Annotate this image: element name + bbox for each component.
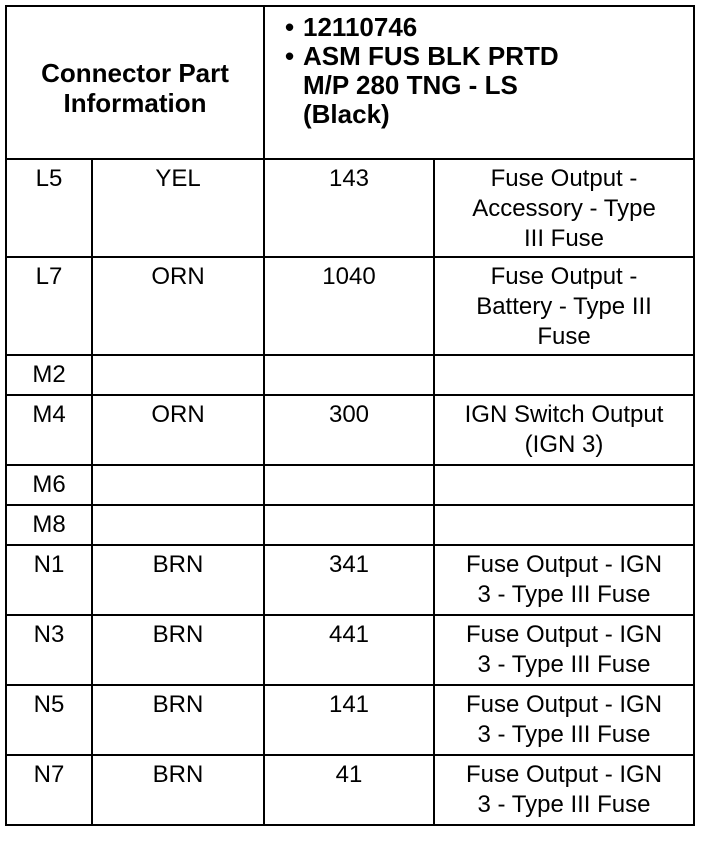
table-row: [6, 395, 694, 465]
pin-cell: M2: [6, 355, 92, 395]
bullet-icon: •: [285, 41, 295, 71]
function-cell: [434, 755, 694, 825]
wire-color-cell: BRN: [92, 545, 264, 615]
function-cell: [434, 257, 694, 355]
wire-color-cell: [92, 505, 264, 545]
wire-color-cell: ORN: [92, 257, 264, 355]
pin-cell: L5: [6, 159, 92, 257]
heading-line-2: Information: [63, 87, 207, 118]
wire-color-cell: ORN: [92, 395, 264, 465]
bullet-icon: •: [285, 12, 295, 42]
table-row: [6, 755, 694, 825]
description-line-3: (Black): [303, 99, 390, 129]
circuit-cell: 341: [264, 545, 434, 615]
circuit-cell: 141: [264, 685, 434, 755]
pin-cell: M4: [6, 395, 92, 465]
circuit-cell: [264, 505, 434, 545]
table-row: [6, 159, 694, 257]
connector-table: [5, 5, 695, 826]
function-line: Fuse Output - IGN: [465, 621, 663, 648]
pin-cell: N3: [6, 615, 92, 685]
circuit-cell: 41: [264, 755, 434, 825]
circuit-cell: [264, 465, 434, 505]
circuit-cell: 143: [264, 159, 434, 257]
description-line-1: [285, 41, 685, 71]
part-number-line: [285, 12, 685, 42]
pin-cell: N5: [6, 685, 92, 755]
wire-color-cell: BRN: [92, 685, 264, 755]
function-cell: [434, 355, 694, 395]
pin-cell: N1: [6, 545, 92, 615]
function-line: Fuse Output -: [490, 165, 638, 192]
function-cell: [434, 545, 694, 615]
function-cell: [434, 615, 694, 685]
circuit-cell: 300: [264, 395, 434, 465]
pin-cell: M8: [6, 505, 92, 545]
connector-info-heading: [6, 6, 264, 159]
heading-line-1: Connector Part: [41, 57, 229, 88]
pin-cell: M6: [6, 465, 92, 505]
wire-color-cell: [92, 355, 264, 395]
description-line-2: M/P 280 TNG - LS: [303, 70, 518, 100]
function-cell: [434, 505, 694, 545]
function-line: 3 - Type III Fuse: [477, 581, 651, 608]
function-line: Fuse Output - IGN: [465, 761, 663, 788]
function-cell: [434, 395, 694, 465]
function-line: 3 - Type III Fuse: [477, 651, 651, 678]
table-row: [6, 615, 694, 685]
function-line: IGN Switch Output: [464, 401, 664, 428]
function-line: Fuse Output - IGN: [465, 691, 663, 718]
function-line: 3 - Type III Fuse: [477, 721, 651, 748]
pin-cell: N7: [6, 755, 92, 825]
wire-color-cell: [92, 465, 264, 505]
circuit-cell: [264, 355, 434, 395]
table-row: [6, 685, 694, 755]
function-cell: [434, 465, 694, 505]
header-row: [6, 6, 694, 159]
circuit-cell: 441: [264, 615, 434, 685]
function-line: (IGN 3): [524, 431, 604, 458]
circuit-cell: 1040: [264, 257, 434, 355]
wire-color-cell: BRN: [92, 755, 264, 825]
description-text-1: ASM FUS BLK PRTD: [303, 41, 559, 71]
function-line: Accessory - Type: [472, 195, 656, 222]
function-line: 3 - Type III Fuse: [477, 791, 651, 818]
function-line: Fuse Output -: [490, 263, 638, 290]
table-row: [6, 545, 694, 615]
part-number: 12110746: [303, 12, 418, 42]
pin-cell: L7: [6, 257, 92, 355]
function-cell: [434, 159, 694, 257]
part-description: [264, 6, 694, 159]
function-cell: [434, 685, 694, 755]
table-row: [6, 355, 694, 395]
function-line: III Fuse: [523, 225, 605, 252]
table-row: [6, 505, 694, 545]
function-line: Battery - Type III: [476, 293, 652, 320]
wire-color-cell: BRN: [92, 615, 264, 685]
wire-color-cell: YEL: [92, 159, 264, 257]
table-row: [6, 257, 694, 355]
function-line: Fuse: [537, 323, 591, 350]
function-line: Fuse Output - IGN: [465, 551, 663, 578]
table-row: [6, 465, 694, 505]
